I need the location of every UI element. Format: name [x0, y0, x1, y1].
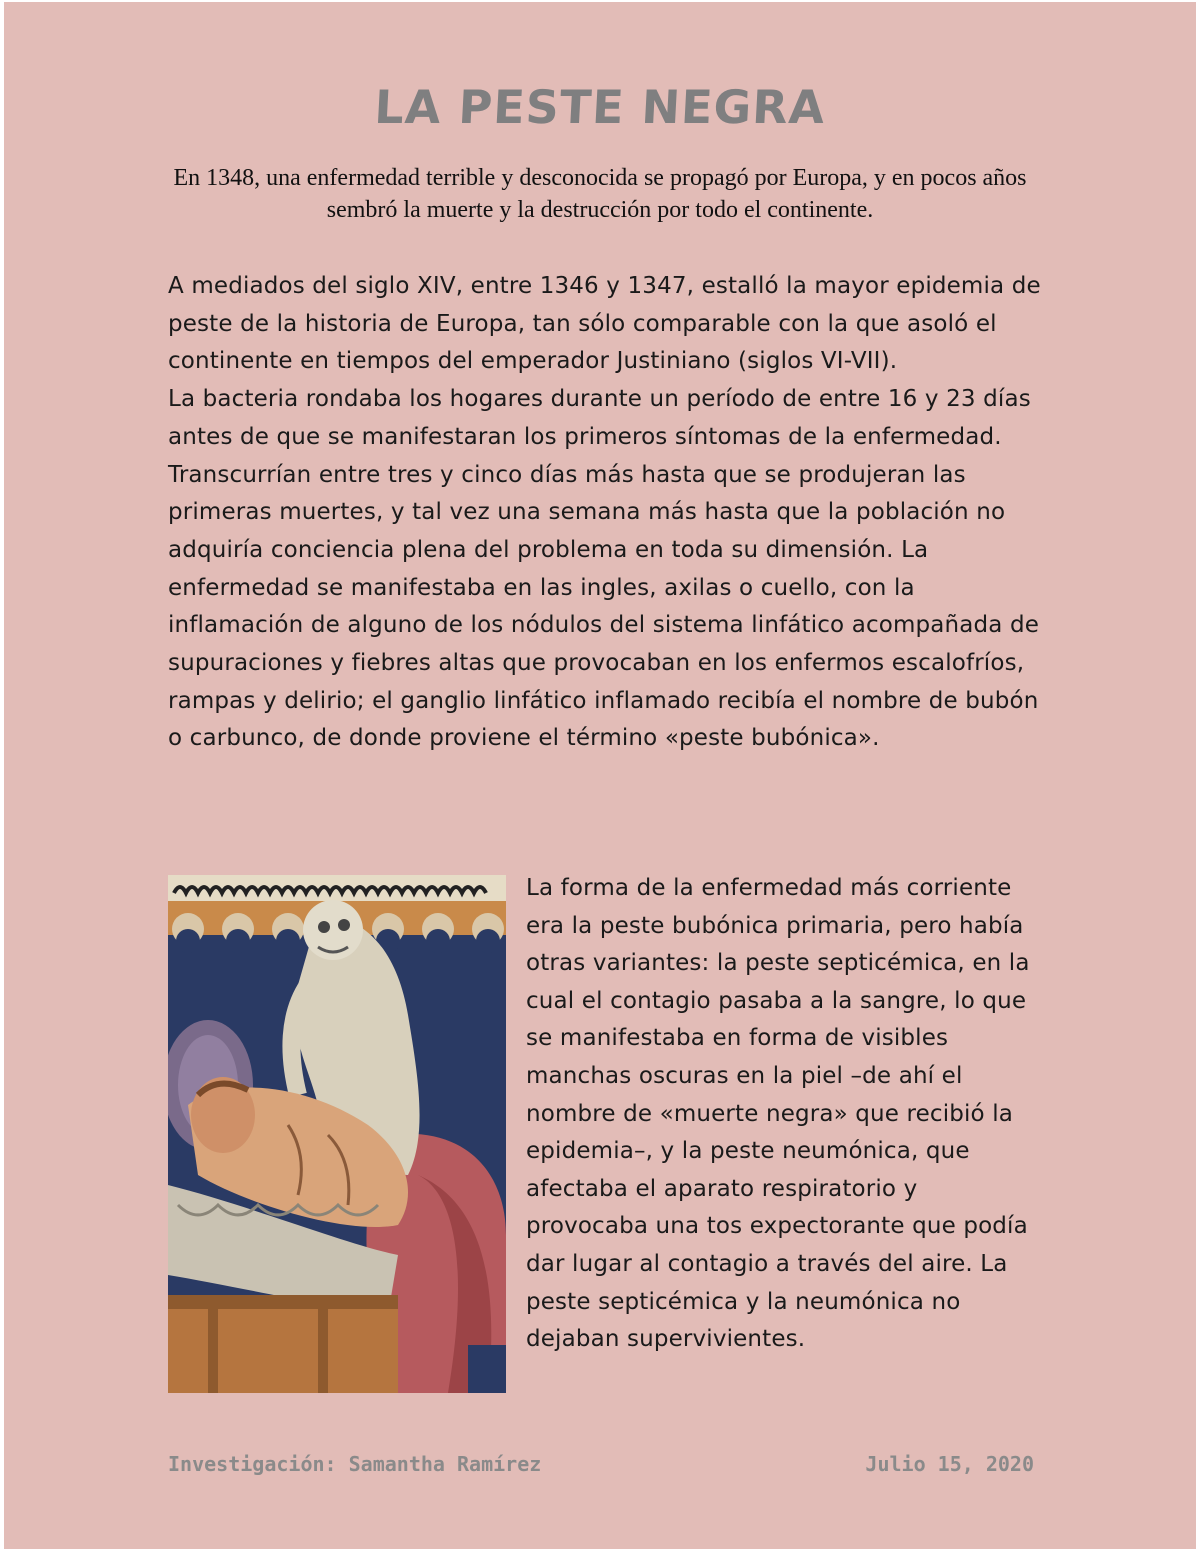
- footer-date: Julio 15, 2020: [865, 1452, 1034, 1476]
- footer-author: Investigación: Samantha Ramírez: [168, 1452, 542, 1476]
- medieval-illustration: [168, 875, 506, 1393]
- paragraph-symptoms: La bacteria rondaba los hogares durante un período de entre 16 y 23 días antes de que se manifestaran los primeros síntomas de la enfermedad. Transcurrían entre tres y cinco días más hasta que se produjeran las primeras muertes, y tal vez una semana más hasta que la población no adquiría conciencia plena del problema en toda su dimensión. La enfermedad se manifestaba en las ingles, axilas o cuello, con la inflamación de alguno de los nódulos del sistema linfático acompañada de supuraciones y fiebres altas que provocaban en los enfermos escalofríos, rampas y delirio; el ganglio linfático inflamado recibía el nombre de bubón o carbunco, de donde proviene el término «peste bubónica».: [168, 386, 1040, 752]
- document-subtitle: En 1348, una enfermedad terrible y desconocida se propagó por Europa, y en pocos años sembró la muerte y la destrucción por todo el continente.: [173, 165, 1027, 223]
- main-text: [168, 268, 1048, 758]
- document-title: LA PESTE NEGRA: [373, 80, 827, 134]
- side-paragraph: La forma de la enfermedad más corriente era la peste bubónica primaria, pero había otras variantes: la peste septicémica, en la cual el contagio pasaba a la sangre, lo que se manifestaba en forma de visibles manchas oscuras en la piel –de ahí el nombre de «muerte negra» que recibió la epidemia–, y la peste neumónica, que afectaba el aparato respiratorio y provocaba una tos expectorante que podía dar lugar al contagio a través del aire. La peste septicémica y la neumónica no dejaban supervivientes.: [526, 875, 1030, 1353]
- paragraph-intro: A mediados del siglo XIV, entre 1346 y 1347, estalló la mayor epidemia de peste de la historia de Europa, tan sólo comparable con la que asoló el continente en tiempos del emperador Justiniano (siglos VI-VII).: [168, 273, 1041, 375]
